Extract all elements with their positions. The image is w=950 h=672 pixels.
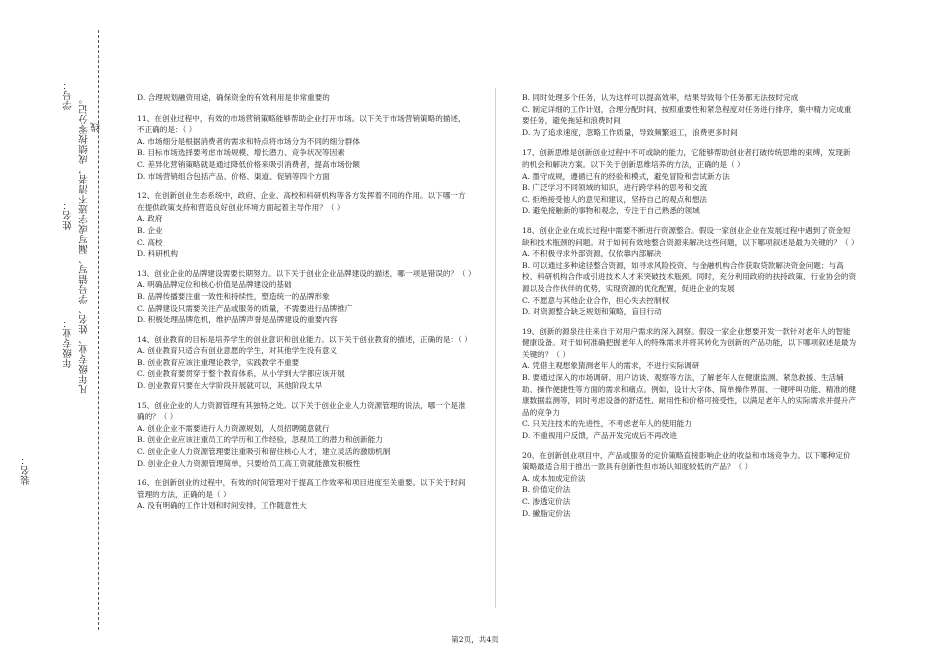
option-b: B. 目标市场选择要考虑市场规模、增长潜力、竞争状况等因素 bbox=[137, 148, 345, 158]
option-b: B. 创业教育应该注重理论教学，实践教学不重要 bbox=[137, 357, 300, 367]
option-b: B. 价值定价法 bbox=[522, 485, 571, 495]
sign-label: 装名： bbox=[21, 455, 32, 485]
seal-line-mark: 线 bbox=[91, 122, 102, 132]
option-c: C. 拒绝接受他人的意见和建议，坚持自己的观点和想法 bbox=[522, 194, 708, 204]
column-divider bbox=[495, 88, 496, 608]
option-b: B. 同时处理多个任务，认为这样可以提高效率，结果导致每个任务都无法按时完成 bbox=[522, 93, 799, 102]
option-b: B. 企业 bbox=[137, 225, 163, 235]
option-a: A. 没有明确的工作计划和时间安排，工作随意性大 bbox=[137, 501, 307, 511]
binding-dashed-line bbox=[98, 30, 99, 630]
question-15 bbox=[137, 400, 472, 470]
option-d: D. 为了追求速度，忽略工作质量，导致频繁返工，浪费更多时间 bbox=[522, 127, 738, 137]
option-d: D. 创业教育只要在大学阶段开展就可以，其他阶段太早 bbox=[137, 381, 323, 391]
question-stem: 13、创业企业的品牌建设需要长期努力。以下关于创业企业品牌建设的描述，哪一项是错误的？（ ） bbox=[137, 268, 476, 278]
name-label: 姓名： bbox=[63, 200, 74, 230]
question-12 bbox=[137, 190, 472, 260]
left-column bbox=[137, 92, 476, 520]
option-b: B. 品牌传播要注重一致性和持续性，塑造统一的品牌形象 bbox=[137, 291, 330, 301]
question-stem: 20、在创新创业项目中，产品或服务的定价策略直接影响企业的收益和市场竞争力。以下哪种定价策略最适合用于推出一款具有创新性但市场认知度较低的产品？（ ） bbox=[522, 450, 851, 472]
question-13 bbox=[137, 268, 476, 326]
binding-margin bbox=[0, 0, 112, 672]
option-a: A. 凭借主观想象猜测老年人的需求，不进行实际调研 bbox=[522, 361, 700, 371]
option-c: C. 不愿意与其他企业合作，担心失去控制权 bbox=[522, 295, 670, 305]
question-20 bbox=[522, 450, 857, 520]
option-b: B. 广泛学习不同领域的知识，进行跨学科的思考和交流 bbox=[522, 183, 708, 193]
option-d: D. 对资源整合缺乏规划和策略，盲目行动 bbox=[522, 307, 662, 317]
question-stem: 16、在创新创业的过程中，有效的时间管理对于提高工作效率和项目进度至关重要。以下关于时间管理的方法，正确的是（ ） bbox=[137, 478, 466, 499]
option-b: B. 要通过深入的市场调研、用户访谈、观察等方法，了解老年人在健康监测、紧急救援、生活辅助、操作便捷性等方面的需求和痛点。例如，设计大字体、简单操作界面、一键呼叫功能、精准的健康数据监测等，同时考虑设备的舒适性、耐用性和价格可接受性，以满足老年人的实际需求并提升产品的竞争力 bbox=[522, 373, 857, 417]
option-d: D. 市场营销组合包括产品、价格、渠道、促销等四个方面 bbox=[137, 171, 330, 181]
question-19 bbox=[522, 326, 857, 442]
grade-major-label: 年级专业： bbox=[63, 318, 74, 368]
option-b: B. 创业企业应该注重员工的学历和工作经验，忽视员工的潜力和创新能力 bbox=[137, 435, 383, 445]
option-a: A. 创业企业不需要进行人力资源规划，人员招聘随意就行 bbox=[137, 423, 330, 433]
question-stem: 17、创新思维是创新创业过程中不可或缺的能力，它能够帮助创业者打破传统思维的束缚，发现新的机会和解决方案。以下关于创新思维培养的方法，正确的是（ ） bbox=[522, 148, 851, 169]
question-11 bbox=[137, 113, 472, 183]
option-c: C. 制定详细的工作计划，合理分配时间，按照重要性和紧急程度对任务进行排序，集中精力完成重要任务，避免拖延和浪费时间 bbox=[522, 104, 852, 126]
option-d: D. 科研机构 bbox=[137, 249, 179, 259]
option-a: A. 成本加成定价法 bbox=[522, 473, 586, 483]
option-c: C. 只关注技术的先进性，不考虑老年人的使用能力 bbox=[522, 419, 692, 429]
option-a: A. 政府 bbox=[137, 214, 163, 224]
question-16 bbox=[137, 477, 472, 512]
option-c: C. 品牌建设只需要关注产品或服务的质量，不需要进行品牌推广 bbox=[137, 303, 353, 313]
question-stem: 15、创业企业的人力资源管理有其独特之处。以下关于创业企业人力资源管理的说法，哪一个是准确的？（ ） bbox=[137, 400, 466, 422]
right-column bbox=[522, 92, 857, 527]
option-a: A. 明确品牌定位和核心价值是品牌建设的基础 bbox=[137, 280, 292, 290]
binding-rule: 凡年级专业、姓名、学号错写、漏写或字迹不清者，成绩按零分记。 bbox=[79, 94, 90, 394]
option-b: B. 可以通过多种途径整合资源，如寻求风险投资、与金融机构合作获取贷款解决资金问题；与高校、科研机构合作或引进技术人才来突破技术瓶颈。同时，充分利用政府的扶持政策、行业协会的资源以及合作伙伴的优势，实现资源的优化配置，促进企业的发展 bbox=[522, 260, 857, 293]
option-c: C. 创业企业人力资源管理要注重吸引和留住核心人才，建立灵活的激励机制 bbox=[137, 447, 391, 457]
carry-over-options bbox=[522, 92, 857, 138]
option-d: D. 创业企业人力资源管理简单，只要给员工高工资就能激发积极性 bbox=[137, 458, 361, 468]
option-d: D. 撇脂定价法 bbox=[522, 508, 571, 518]
option-a: A. 市场细分是根据消费者的需求和特点将市场分为不同的细分群体 bbox=[137, 136, 360, 146]
option-a: A. 墨守成规，遵循已有的经验和模式，避免冒险和尝试新方法 bbox=[522, 171, 730, 181]
question-stem: 19、创新的源泉往往来自于对用户需求的深入洞察。假设一家企业想要开发一款针对老年人的智能健康设备。对于如何准确把握老年人的特殊需求并将其转化为创新的产品功能，以下哪项叙述是最为关键的？（ ） bbox=[522, 326, 857, 359]
question-14 bbox=[137, 334, 472, 392]
option-c: C. 差异化营销策略就是通过降低价格来吸引消费者，提高市场份额 bbox=[137, 159, 360, 169]
option-d: D. 积极处理品牌危机，维护品牌声誉是品牌建设的重要内容 bbox=[137, 315, 338, 325]
student-id-label: 学号： bbox=[63, 80, 74, 110]
option-c: C. 渗透定价法 bbox=[522, 497, 571, 506]
carry-over-option: D. 合理规划融资用途，确保资金的有效利用是非常重要的 bbox=[137, 93, 330, 102]
option-d: D. 避免接触新的事物和观念，专注于自己熟悉的领域 bbox=[522, 206, 700, 216]
option-a: A. 不积极寻求外部资源，仅依靠内部解决 bbox=[522, 249, 662, 259]
question-17 bbox=[522, 147, 857, 217]
page-number: 第2页，共4页 bbox=[451, 635, 499, 644]
question-stem: 18、创业企业在成长过程中需要不断进行资源整合。假设一家创业企业在发展过程中遇到了资金短缺和技术瓶颈的问题。对于如何有效地整合资源来解决这些问题，以下哪项叙述是最为关键的？（ ） bbox=[522, 225, 859, 247]
option-c: C. 创业教育要贯穿于整个教育体系，从小学到大学都应该开展 bbox=[137, 369, 345, 379]
option-c: C. 高校 bbox=[137, 237, 163, 247]
option-a: A. 创业教育只适合有创业意愿的学生，对其他学生没有意义 bbox=[137, 346, 338, 356]
question-stem: 14、创业教育的目标是培养学生的创业意识和创业能力。以下关于创业教育的描述，正确的是：（ ） bbox=[137, 334, 472, 344]
option-d: D. 不重视用户反馈，产品开发完成后不再改进 bbox=[522, 431, 677, 441]
question-stem: 11、在创业过程中，有效的市场营销策略能够帮助企业打开市场。以下关于市场营销策略的描述，不正确的是：（ ） bbox=[137, 113, 466, 135]
question-18 bbox=[522, 225, 857, 318]
question-stem: 12、在创新创业生态系统中，政府、企业、高校和科研机构等各方发挥着不同的作用。以下哪一方在提供政策支持和营造良好创业环境方面起着主导作用？（ ） bbox=[137, 191, 466, 212]
